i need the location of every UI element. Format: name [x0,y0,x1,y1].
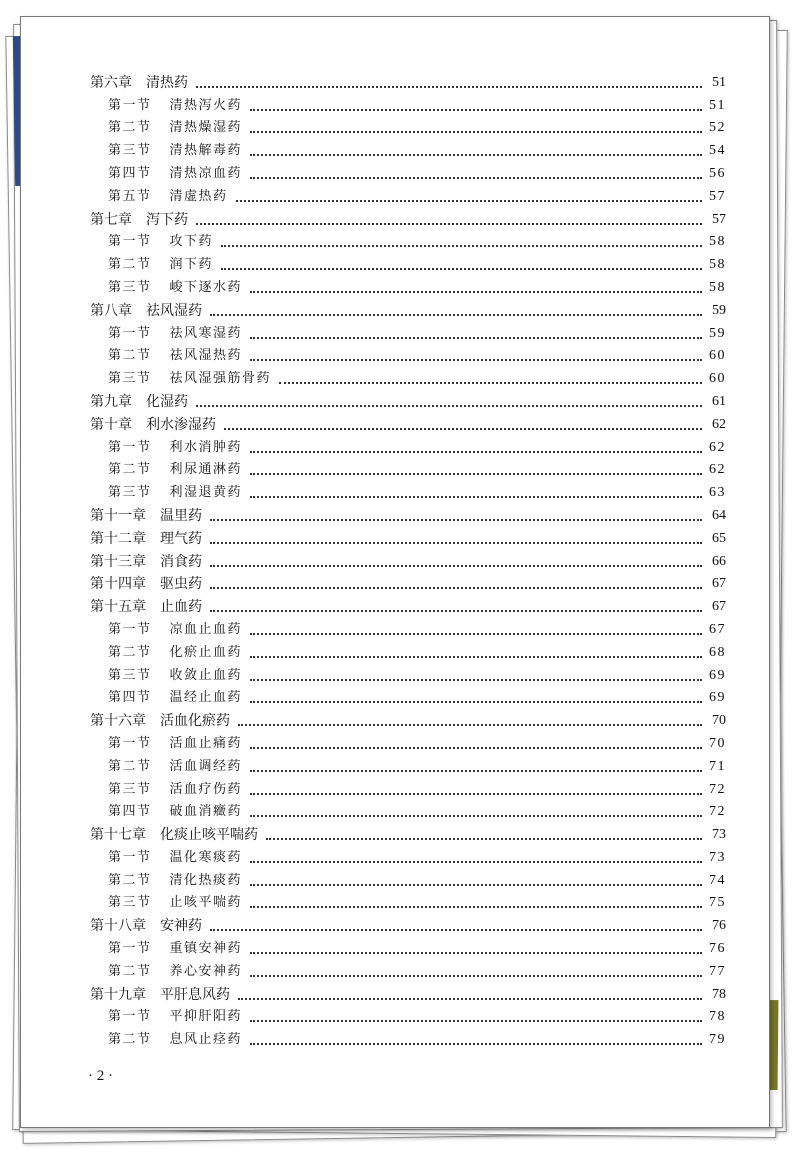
toc-entry-page: 62 [709,439,726,455]
dot-leader [238,998,702,1000]
toc-chapter-entry[interactable] [90,548,726,571]
dot-leader [210,587,702,589]
dot-leader [250,679,702,681]
toc-entry-page: 71 [709,758,726,774]
toc-entry-title: 祛风湿热药 [169,348,243,364]
dot-leader [250,451,702,453]
toc-entry-title: 活血化瘀药 [160,713,230,730]
toc-entry-number: 第四节 [108,690,152,706]
toc-entry-title: 止咳平喘药 [169,895,243,911]
toc-entry-title: 驱虫药 [160,576,202,593]
toc-entry-title: 活血止痛药 [169,735,243,751]
toc-entry-page: 58 [709,257,726,273]
toc-section-entry[interactable] [90,844,726,867]
toc-entry-number: 第二节 [108,1032,152,1048]
toc-entry-number: 第十二章 [90,530,146,547]
dot-leader [250,291,702,293]
toc-chapter-entry[interactable] [90,571,726,594]
toc-section-entry[interactable] [90,616,726,639]
toc-entry-number: 第一节 [108,439,152,455]
toc-entry-number: 第一节 [108,325,152,341]
toc-entry-title: 收敛止血药 [169,667,243,683]
dot-leader [250,337,702,339]
toc-entry-page: 76 [712,918,726,934]
toc-entry-page: 60 [709,348,726,364]
toc-entry-page: 69 [709,690,726,706]
toc-entry-number: 第十七章 [90,827,146,844]
toc-entry-page: 78 [709,1009,726,1025]
toc-section-entry[interactable] [90,251,726,274]
toc-chapter-entry[interactable] [90,388,726,411]
toc-entry-title: 清虚热药 [169,188,228,204]
toc-section-entry[interactable] [90,343,726,366]
toc-entry-number: 第六章 [90,74,132,91]
toc-section-entry[interactable] [90,639,726,662]
toc-entry-title: 平抑肝阳药 [169,1009,243,1025]
toc-entry-title: 清热泻火药 [169,97,243,113]
toc-entry-number: 第一节 [108,97,152,113]
toc-entry-title: 峻下逐水药 [169,279,243,295]
toc-chapter-entry[interactable] [90,821,726,844]
toc-section-entry[interactable] [90,890,726,913]
document-page [20,16,770,1128]
toc-chapter-entry[interactable] [90,593,726,616]
dot-leader [279,382,702,384]
dot-leader [250,770,702,772]
toc-entry-number: 第三节 [108,781,152,797]
toc-entry-title: 利水渗湿药 [146,416,216,433]
toc-chapter-entry[interactable] [90,981,726,1004]
toc-section-entry[interactable] [90,799,726,822]
dot-leader [250,656,702,658]
toc-entry-title: 利湿退黄药 [169,485,243,501]
dot-leader [210,542,702,544]
toc-entry-title: 清热凉血药 [169,165,243,181]
toc-entry-title: 养心安神药 [169,963,243,979]
toc-entry-title: 重镇安神药 [169,941,243,957]
toc-entry-page: 67 [712,576,726,592]
toc-entry-title: 攻下药 [169,234,214,250]
toc-chapter-entry[interactable] [90,525,726,548]
toc-entry-title: 清热燥湿药 [169,120,243,136]
toc-entry-page: 66 [712,553,726,569]
toc-section-entry[interactable] [90,935,726,958]
toc-entry-title: 清热解毒药 [169,143,243,159]
toc-entry-page: 58 [709,234,726,250]
toc-section-entry[interactable] [90,753,726,776]
dot-leader [250,906,702,908]
dot-leader [210,314,702,316]
dot-leader [250,747,702,749]
toc-entry-number: 第九章 [90,393,132,410]
toc-entry-page: 72 [709,804,726,820]
dot-leader [250,154,702,156]
toc-entry-number: 第三节 [108,667,152,683]
toc-entry-title: 利水消肿药 [169,439,243,455]
toc-section-entry[interactable] [90,92,726,115]
toc-section-entry[interactable] [90,365,726,388]
toc-entry-page: 67 [709,621,726,637]
toc-entry-number: 第一节 [108,621,152,637]
dot-leader [250,1020,702,1022]
toc-entry-page: 51 [712,74,726,90]
toc-chapter-entry[interactable] [90,912,726,935]
toc-entry-title: 化湿药 [146,393,188,410]
table-of-contents [90,69,726,1049]
toc-entry-title: 消食药 [160,553,202,570]
toc-entry-page: 59 [709,325,726,341]
dot-leader [224,428,702,430]
toc-section-entry[interactable] [90,115,726,138]
dot-leader [250,633,702,635]
toc-entry-number: 第十三章 [90,553,146,570]
toc-entry-number: 第四节 [108,165,152,181]
toc-entry-number: 第三节 [108,371,152,387]
toc-entry-title: 化痰止咳平喘药 [160,827,258,844]
toc-entry-number: 第十八章 [90,918,146,935]
toc-entry-page: 73 [712,827,726,843]
toc-entry-number: 第三节 [108,279,152,295]
toc-entry-title: 祛风湿强筋骨药 [169,371,272,387]
dot-leader [250,496,702,498]
dot-leader [196,405,702,407]
toc-entry-number: 第四节 [108,804,152,820]
dot-leader [250,109,702,111]
toc-entry-page: 52 [709,120,726,136]
toc-entry-title: 清热药 [146,74,188,91]
toc-entry-number: 第五节 [108,188,152,204]
toc-entry-title: 凉血止血药 [169,621,243,637]
toc-entry-page: 72 [709,781,726,797]
dot-leader [250,861,702,863]
toc-entry-title: 祛风寒湿药 [169,325,243,341]
dot-leader [250,793,702,795]
toc-entry-title: 安神药 [160,918,202,935]
toc-chapter-entry[interactable] [90,297,726,320]
toc-section-entry[interactable] [90,320,726,343]
dot-leader [250,815,702,817]
toc-entry-number: 第二节 [108,758,152,774]
toc-entry-page: 77 [709,963,726,979]
dot-leader [250,701,702,703]
toc-entry-number: 第七章 [90,211,132,228]
toc-chapter-entry[interactable] [90,411,726,434]
toc-chapter-entry[interactable] [90,206,726,229]
toc-entry-number: 第十一章 [90,507,146,524]
toc-section-entry[interactable] [90,730,726,753]
toc-entry-number: 第二节 [108,872,152,888]
toc-entry-title: 祛风湿药 [146,302,202,319]
toc-entry-title: 温经止血药 [169,690,243,706]
toc-entry-title: 泻下药 [146,211,188,228]
toc-section-entry[interactable] [90,274,726,297]
toc-entry-title: 活血疗伤药 [169,781,243,797]
dot-leader [250,131,702,133]
toc-entry-page: 54 [709,143,726,159]
toc-entry-page: 57 [712,211,726,227]
dot-leader [210,565,702,567]
dot-leader [266,838,702,840]
toc-entry-page: 78 [712,986,726,1002]
toc-entry-title: 利尿通淋药 [169,462,243,478]
toc-entry-title: 清化热痰药 [169,872,243,888]
toc-section-entry[interactable] [90,662,726,685]
toc-section-entry[interactable] [90,229,726,252]
dot-leader [210,929,702,931]
toc-section-entry[interactable] [90,183,726,206]
dot-leader [250,177,702,179]
toc-entry-page: 76 [709,941,726,957]
toc-entry-page: 56 [709,165,726,181]
toc-entry-title: 破血消癥药 [169,804,243,820]
toc-entry-title: 理气药 [160,530,202,547]
toc-entry-page: 69 [709,667,726,683]
toc-entry-page: 73 [709,849,726,865]
toc-entry-number: 第一节 [108,941,152,957]
toc-entry-title: 平肝息风药 [160,986,230,1003]
toc-chapter-entry[interactable] [90,69,726,92]
dot-leader [250,359,702,361]
toc-entry-number: 第一节 [108,735,152,751]
dot-leader [196,86,702,88]
toc-section-entry[interactable] [90,685,726,708]
toc-section-entry[interactable] [90,160,726,183]
toc-section-entry[interactable] [90,958,726,981]
toc-entry-page: 58 [709,279,726,295]
toc-section-entry[interactable] [90,137,726,160]
toc-entry-number: 第一节 [108,849,152,865]
toc-entry-title: 化瘀止血药 [169,644,243,660]
toc-entry-number: 第二节 [108,257,152,273]
dot-leader [210,519,702,521]
toc-entry-page: 60 [709,371,726,387]
toc-entry-page: 70 [709,735,726,751]
toc-section-entry[interactable] [90,867,726,890]
toc-entry-number: 第二节 [108,348,152,364]
toc-entry-page: 65 [712,530,726,546]
toc-entry-title: 温里药 [160,507,202,524]
toc-entry-page: 57 [709,188,726,204]
toc-entry-page: 70 [712,713,726,729]
toc-entry-title: 止血药 [160,599,202,616]
toc-entry-number: 第二节 [108,963,152,979]
dot-leader [221,268,702,270]
dot-leader [236,200,702,202]
dot-leader [250,975,702,977]
toc-entry-number: 第一节 [108,1009,152,1025]
toc-entry-title: 润下药 [169,257,214,273]
toc-entry-number: 第二节 [108,120,152,136]
toc-entry-number: 第三节 [108,143,152,159]
toc-entry-number: 第十六章 [90,713,146,730]
toc-entry-title: 息风止痉药 [169,1032,243,1048]
toc-entry-page: 62 [709,462,726,478]
dot-leader [250,884,702,886]
dot-leader [250,1043,702,1045]
toc-entry-page: 63 [709,485,726,501]
toc-section-entry[interactable] [90,1026,726,1049]
dot-leader [221,245,702,247]
toc-entry-page: 74 [709,872,726,888]
dot-leader [196,223,702,225]
toc-entry-number: 第十四章 [90,576,146,593]
toc-entry-number: 第三节 [108,485,152,501]
dot-leader [210,610,702,612]
toc-entry-page: 64 [712,507,726,523]
toc-entry-page: 61 [712,393,726,409]
dot-leader [250,473,702,475]
toc-entry-title: 温化寒痰药 [169,849,243,865]
toc-section-entry[interactable] [90,434,726,457]
toc-entry-page: 79 [709,1032,726,1048]
toc-entry-page: 62 [712,416,726,432]
toc-chapter-entry[interactable] [90,707,726,730]
toc-section-entry[interactable] [90,457,726,480]
toc-entry-number: 第八章 [90,302,132,319]
toc-entry-title: 活血调经药 [169,758,243,774]
toc-entry-number: 第二节 [108,644,152,660]
toc-entry-number: 第十章 [90,416,132,433]
toc-entry-number: 第二节 [108,462,152,478]
toc-entry-page: 59 [712,302,726,318]
page-number: · 2 · [88,1068,113,1084]
toc-entry-page: 75 [709,895,726,911]
toc-entry-number: 第一节 [108,234,152,250]
toc-entry-page: 68 [709,644,726,660]
toc-entry-number: 第十五章 [90,599,146,616]
dot-leader [250,952,702,954]
dot-leader [238,724,702,726]
toc-entry-page: 51 [709,97,726,113]
toc-section-entry[interactable] [90,479,726,502]
toc-entry-number: 第十九章 [90,986,146,1003]
toc-entry-number: 第三节 [108,895,152,911]
toc-chapter-entry[interactable] [90,502,726,525]
toc-entry-page: 67 [712,599,726,615]
toc-section-entry[interactable] [90,776,726,799]
toc-section-entry[interactable] [90,1004,726,1027]
